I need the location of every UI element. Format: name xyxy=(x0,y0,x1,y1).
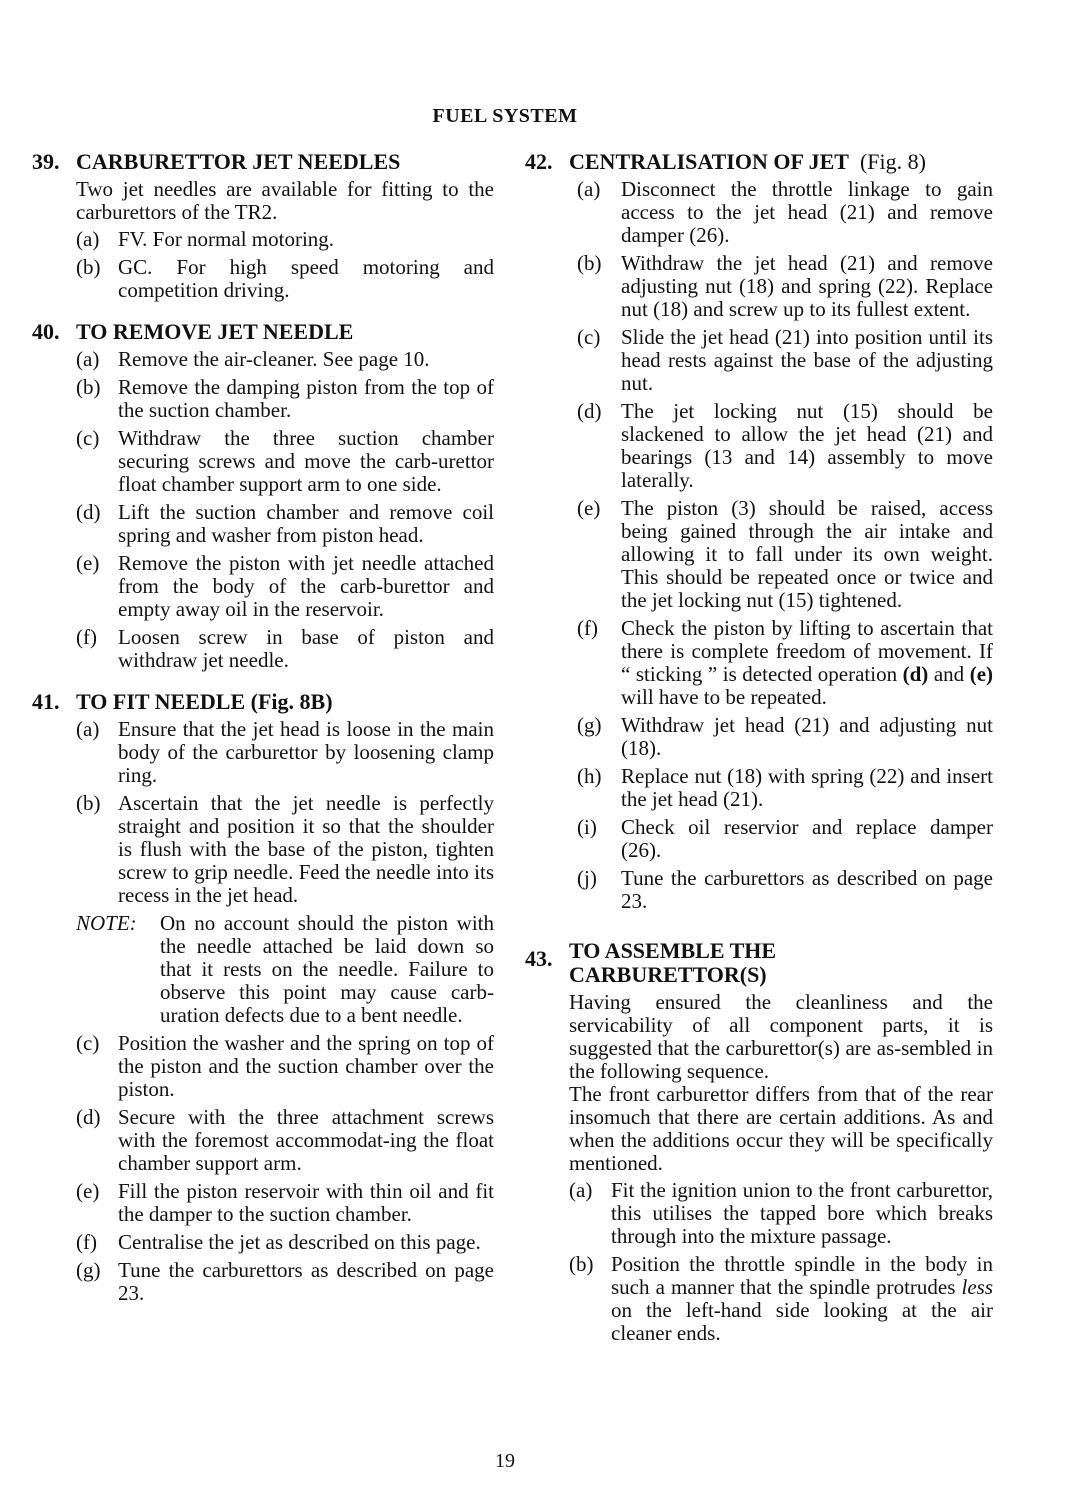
section-title-line: CARBURETTOR(S) xyxy=(569,962,767,987)
item-label: (e) xyxy=(76,551,100,575)
item-text: Fill the piston reservoir with thin oil and fit the damper to the suction chamber. xyxy=(118,1179,494,1226)
item-text: Fit the ignition union to the front carburettor, this utilises the tapped bore which breaks through into the mixture passage. xyxy=(611,1178,993,1248)
item-text: Remove the piston with jet needle attached from the body of the carb-burettor and empty away oil in the reservoir. xyxy=(118,551,494,621)
note-text: On no account should the piston with the needle attached be laid down so that it rests on the needle. Failure to observe this point may cause carb-uration defects due to a bent needle. xyxy=(160,911,494,1027)
page-number: 19 xyxy=(495,1450,515,1472)
item-text-part: and xyxy=(928,662,970,686)
item-text: GC. For high speed motoring and competition driving. xyxy=(118,255,494,302)
section-title xyxy=(569,150,993,174)
section-43-heading xyxy=(525,939,993,987)
item-text: Disconnect the throttle linkage to gain access to the jet head (21) and remove damper (26). xyxy=(621,177,993,247)
item-text-part: on the left-hand side looking at the air cleaner ends. xyxy=(611,1298,993,1345)
right-column xyxy=(525,150,993,1363)
item-text: Ensure that the jet head is loose in the main body of the carburettor by loosening clamp ring. xyxy=(118,717,494,787)
item-label: (c) xyxy=(577,325,601,349)
list-item xyxy=(525,178,993,247)
item-text: Lift the suction chamber and remove coil spring and washer from piston head. xyxy=(118,500,494,547)
operation-reference: (e) xyxy=(969,662,994,686)
section-title-text: CENTRALISATION OF JET xyxy=(569,149,849,174)
item-label: (a) xyxy=(76,347,100,371)
list-item xyxy=(32,1180,494,1226)
list-item xyxy=(525,867,993,913)
item-label: (f) xyxy=(76,625,97,649)
item-label: (f) xyxy=(76,1230,97,1254)
item-label: (c) xyxy=(76,426,100,450)
item-label: (b) xyxy=(577,251,602,275)
list-item xyxy=(32,1032,494,1101)
emphasis-text: less xyxy=(961,1275,993,1299)
list-item xyxy=(32,1106,494,1175)
item-text: FV. For normal motoring. xyxy=(118,227,335,251)
item-text: Withdraw jet head (21) and adjusting nut (18). xyxy=(621,713,993,760)
figure-reference: (Fig. 8) xyxy=(859,149,926,174)
item-text: Slide the jet head (21) into position until its head rests against the base of the adjusting nut. xyxy=(621,325,993,395)
section-39-heading xyxy=(32,150,494,174)
section-title xyxy=(76,690,494,714)
list-item xyxy=(32,228,494,251)
item-text: Tune the carburettors as described on page 23. xyxy=(118,1258,494,1305)
section-number: 40. xyxy=(32,319,60,344)
section-41-heading xyxy=(32,690,494,714)
item-label: (b) xyxy=(76,255,101,279)
list-item xyxy=(32,718,494,787)
section-40-heading xyxy=(32,320,494,344)
section-title-text: TO FIT NEEDLE xyxy=(76,689,246,714)
item-label: (c) xyxy=(76,1031,100,1055)
list-item xyxy=(32,348,494,371)
item-label: (d) xyxy=(76,1105,101,1129)
list-item xyxy=(32,1259,494,1305)
item-label: (e) xyxy=(76,1179,100,1203)
list-item xyxy=(525,326,993,395)
list-item xyxy=(32,552,494,621)
list-item xyxy=(32,501,494,547)
left-column xyxy=(32,150,494,1323)
item-text: Centralise the jet as described on this page. xyxy=(118,1230,481,1254)
section-number: 42. xyxy=(525,149,553,174)
list-item xyxy=(32,792,494,907)
list-item xyxy=(525,816,993,862)
item-text: Withdraw the three suction chamber securing screws and move the carb-urettor float chamber support arm to one side. xyxy=(118,426,494,496)
item-label: (d) xyxy=(577,399,602,423)
note-label: NOTE: xyxy=(76,911,137,935)
item-text: Remove the air-cleaner. See page 10. xyxy=(118,347,430,371)
item-text: Tune the carburettors as described on page 23. xyxy=(621,866,993,913)
item-label: (a) xyxy=(569,1178,593,1202)
item-text-part: Check the piston by lifting to ascertain that there is complete freedom of movement. If “ sticking ” is detected operation xyxy=(621,616,993,686)
item-label: (i) xyxy=(577,815,597,839)
list-item xyxy=(32,1231,494,1254)
figure-reference: (Fig. 8B) xyxy=(250,689,333,714)
section-number: 41. xyxy=(32,689,60,714)
section-43 xyxy=(525,939,993,1345)
note-block xyxy=(32,912,494,1027)
item-text: Withdraw the jet head (21) and remove adjusting nut (18) and spring (22). Replace nut (18) and screw up to its fullest extent. xyxy=(621,251,993,321)
item-text xyxy=(621,617,993,709)
section-title xyxy=(569,939,993,987)
page-title: FUEL SYSTEM xyxy=(432,105,578,127)
item-text-part: will have to be repeated. xyxy=(621,685,827,709)
section-title-line: TO ASSEMBLE THE xyxy=(569,938,777,963)
item-label: (d) xyxy=(76,500,101,524)
item-text: Ascertain that the jet needle is perfectly straight and position it so that the shoulder is flush with the base of the piston, tighten screw to grip needle. Feed the needle into its recess in the jet head. xyxy=(118,791,494,907)
item-text: Position the washer and the spring on top of the piston and the suction chamber over the piston. xyxy=(118,1031,494,1101)
item-label: (e) xyxy=(577,496,601,520)
section-43-paragraph: The front carburettor differs from that of the rear insomuch that there are certain additions. As and when the additions occur they will be specifically mentioned. xyxy=(569,1082,993,1175)
list-item xyxy=(525,1253,993,1345)
list-item xyxy=(525,714,993,760)
section-41 xyxy=(32,690,494,1305)
section-number: 39. xyxy=(32,149,60,174)
item-label: (h) xyxy=(577,764,602,788)
item-label: (b) xyxy=(76,791,101,815)
item-text xyxy=(611,1253,993,1345)
item-text: Loosen screw in base of piston and withdraw jet needle. xyxy=(118,625,494,672)
list-item xyxy=(525,252,993,321)
list-item xyxy=(525,400,993,492)
list-item xyxy=(32,626,494,672)
item-text: The piston (3) should be raised, access being gained through the air intake and allowing it to fall under its own weight. This should be repeated once or twice and the jet locking nut (15) tightened. xyxy=(621,496,993,612)
list-item xyxy=(32,256,494,302)
section-42 xyxy=(525,150,993,913)
item-text: The jet locking nut (15) should be slackened to allow the jet head (21) and bearings (13 and 14) assembly to move laterally. xyxy=(621,399,993,492)
item-label: (a) xyxy=(76,717,100,741)
item-label: (f) xyxy=(577,616,598,640)
list-item xyxy=(525,765,993,811)
section-42-heading xyxy=(525,150,993,174)
section-number: 43. xyxy=(525,946,553,971)
item-text: Secure with the three attachment screws with the foremost accommodat-ing the float chamber support arm. xyxy=(118,1105,494,1175)
item-label: (b) xyxy=(76,375,101,399)
section-43-paragraph: Having ensured the cleanliness and the servicability of all component parts, it is suggested that the carburettor(s) are as-sembled in the following sequence. xyxy=(569,990,993,1083)
item-label: (j) xyxy=(577,866,597,890)
list-item xyxy=(525,497,993,612)
item-label: (g) xyxy=(76,1258,101,1282)
section-title: CARBURETTOR JET NEEDLES xyxy=(76,149,401,174)
item-text: Remove the damping piston from the top of the suction chamber. xyxy=(118,375,494,422)
item-label: (a) xyxy=(76,227,100,251)
operation-reference: (d) xyxy=(902,662,929,686)
list-item xyxy=(525,1179,993,1248)
list-item xyxy=(32,376,494,422)
item-text: Replace nut (18) with spring (22) and insert the jet head (21). xyxy=(621,764,993,811)
item-label: (a) xyxy=(577,177,601,201)
item-label: (g) xyxy=(577,713,602,737)
item-text: Check oil reservior and replace damper (26). xyxy=(621,815,993,862)
section-40 xyxy=(32,320,494,672)
item-label: (b) xyxy=(569,1252,594,1276)
section-39 xyxy=(32,150,494,302)
list-item xyxy=(32,427,494,496)
item-text-part: Position the throttle spindle in the body in such a manner that the spindle protrudes xyxy=(611,1252,993,1299)
section-39-intro: Two jet needles are available for fitting to the carburettors of the TR2. xyxy=(76,177,494,224)
list-item xyxy=(525,617,993,709)
section-title: TO REMOVE JET NEEDLE xyxy=(76,319,354,344)
